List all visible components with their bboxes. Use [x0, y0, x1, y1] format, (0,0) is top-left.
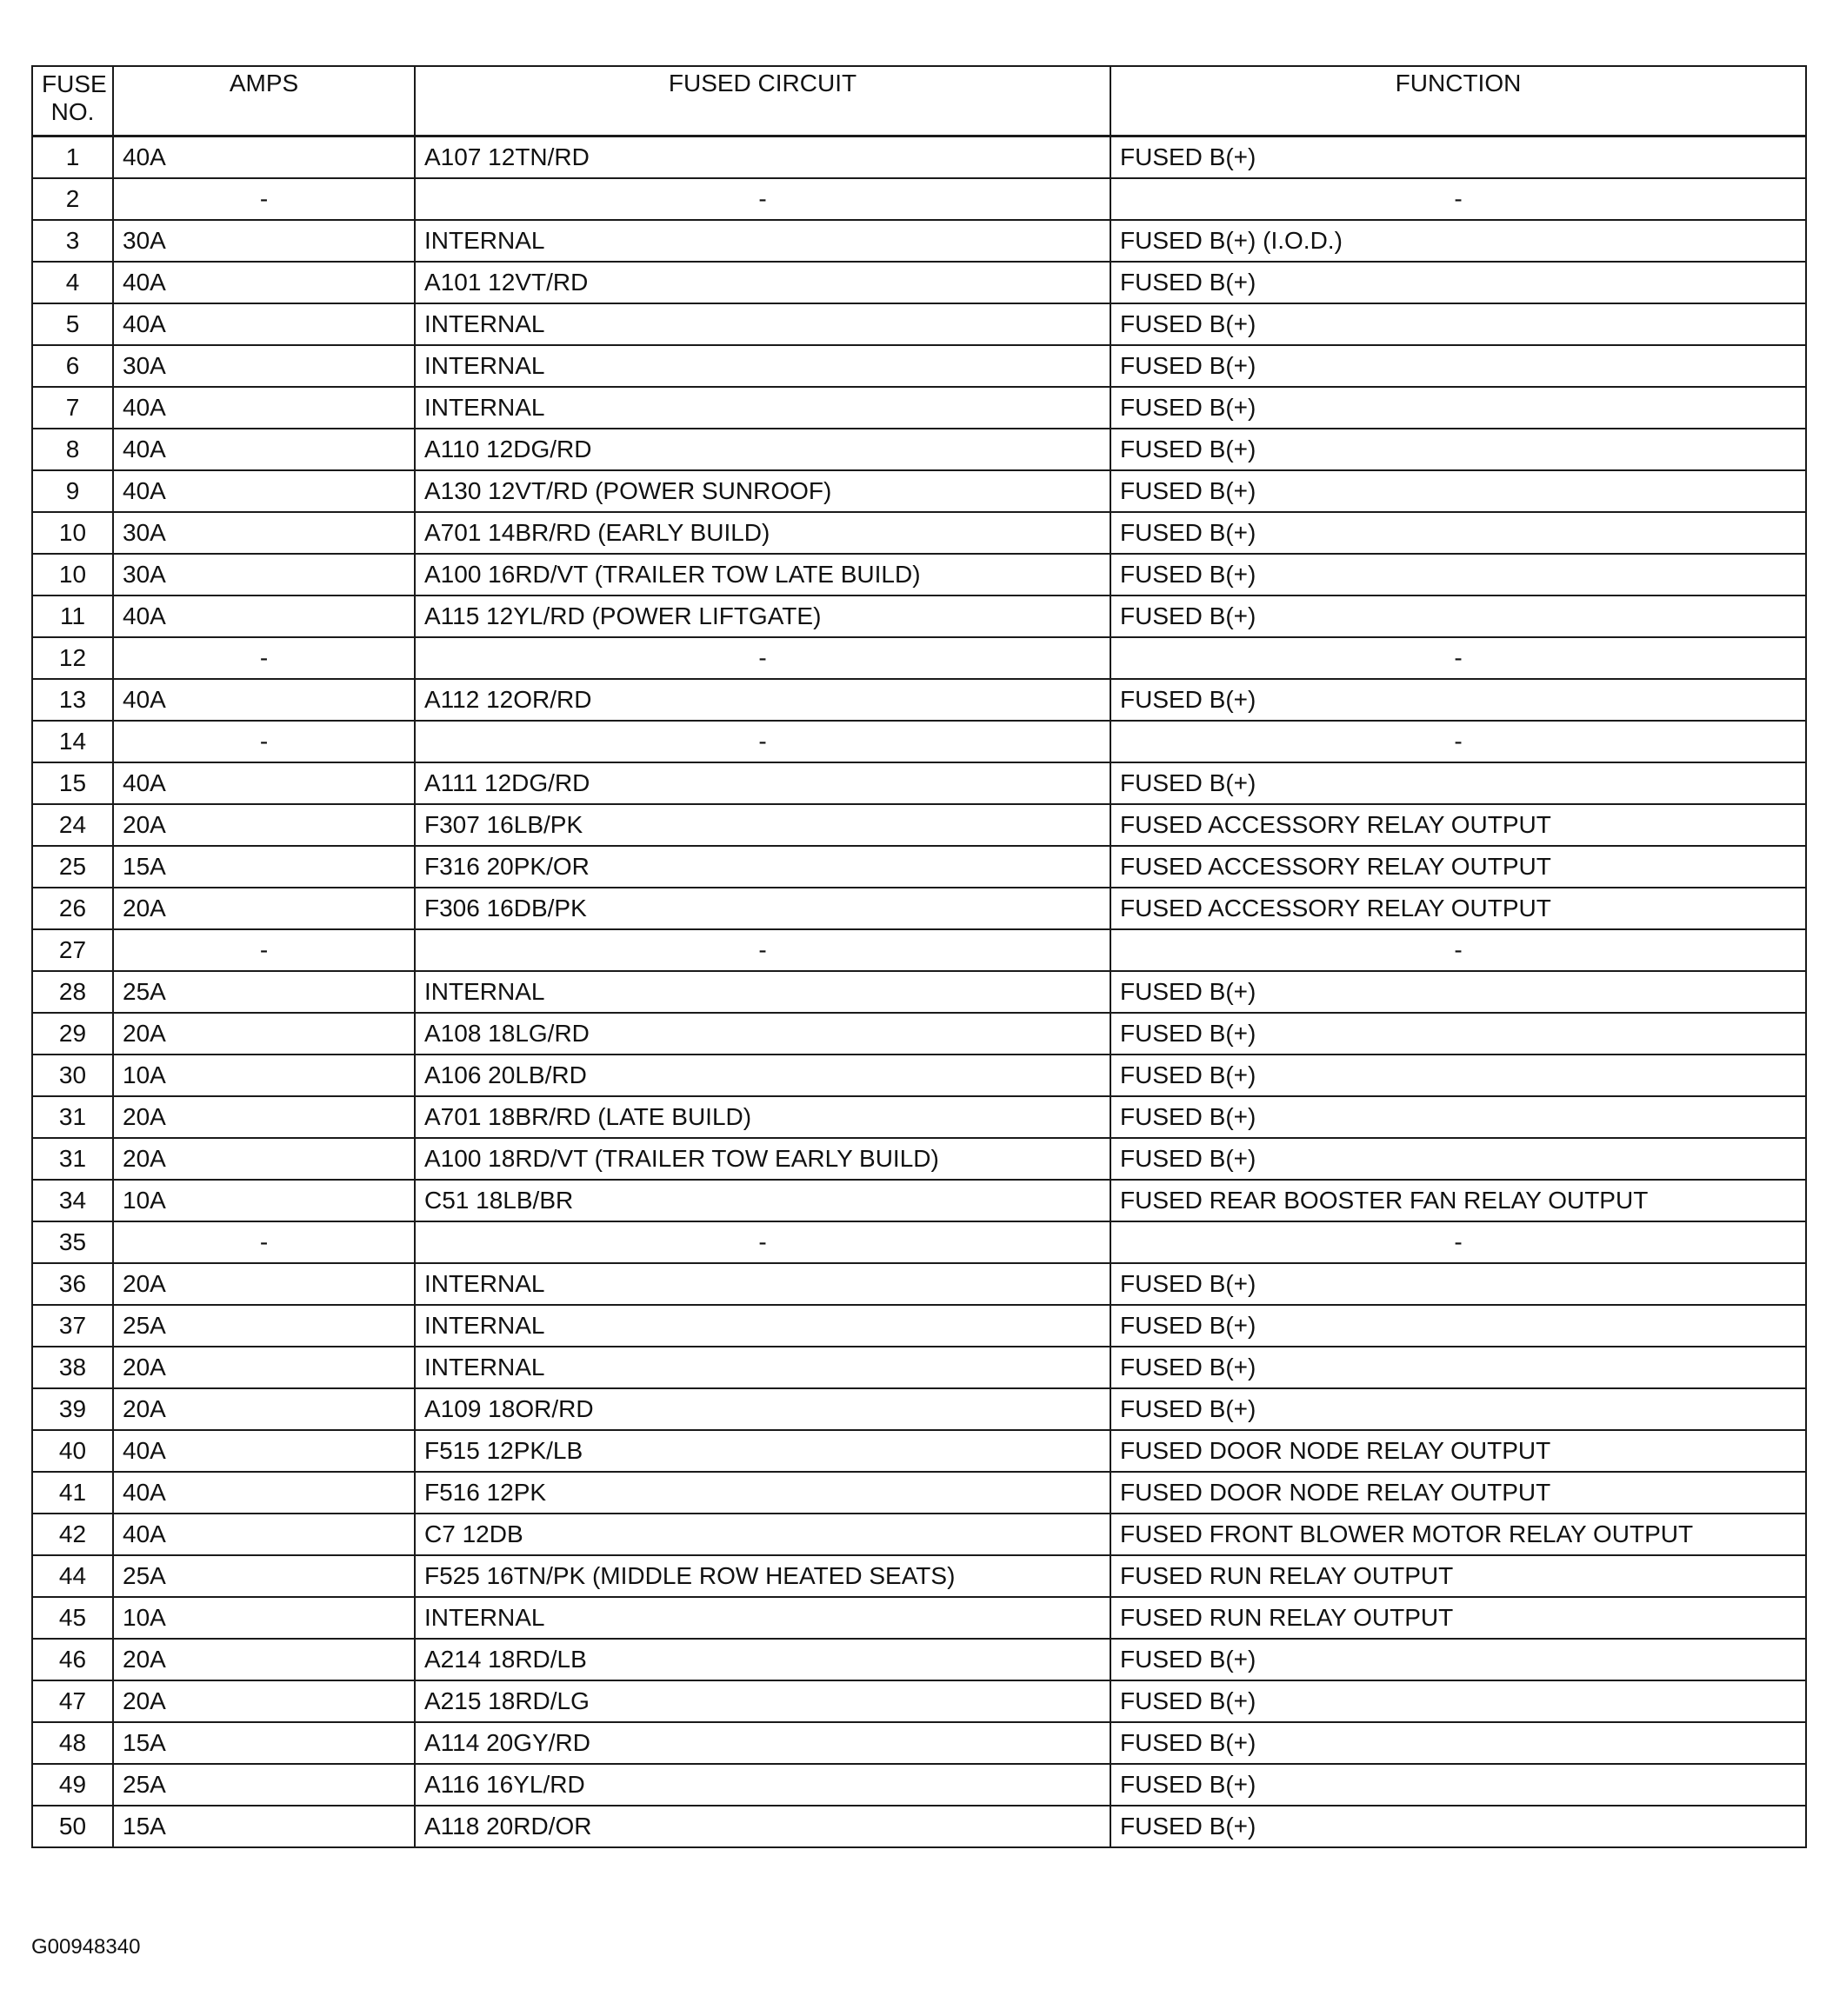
cell-fuse-no: 9 [32, 470, 113, 512]
header-row [32, 66, 1806, 136]
cell-fused-circuit: F306 16DB/PK [415, 888, 1110, 929]
table-row [32, 1514, 1806, 1555]
cell-fused-circuit: INTERNAL [415, 1305, 1110, 1347]
cell-fused-circuit: A109 18OR/RD [415, 1388, 1110, 1430]
cell-amps: 30A [113, 512, 415, 554]
cell-amps: 20A [113, 1263, 415, 1305]
table-row [32, 888, 1806, 929]
cell-amps: 20A [113, 804, 415, 846]
cell-fuse-no: 14 [32, 721, 113, 762]
table-row [32, 637, 1806, 679]
cell-amps: 25A [113, 1305, 415, 1347]
cell-fuse-no: 7 [32, 387, 113, 429]
cell-fused-circuit: - [415, 721, 1110, 762]
cell-fused-circuit: INTERNAL [415, 1347, 1110, 1388]
cell-fuse-no: 13 [32, 679, 113, 721]
cell-function: FUSED ACCESSORY RELAY OUTPUT [1110, 804, 1806, 846]
cell-function: FUSED B(+) [1110, 1305, 1806, 1347]
cell-amps: - [113, 929, 415, 971]
table-row [32, 762, 1806, 804]
cell-fused-circuit: INTERNAL [415, 387, 1110, 429]
cell-function: FUSED ACCESSORY RELAY OUTPUT [1110, 846, 1806, 888]
table-row [32, 1221, 1806, 1263]
cell-amps: 40A [113, 679, 415, 721]
table-row [32, 804, 1806, 846]
cell-amps: 20A [113, 1639, 415, 1680]
cell-fuse-no: 49 [32, 1764, 113, 1806]
cell-function: FUSED B(+) [1110, 1263, 1806, 1305]
cell-fuse-no: 30 [32, 1055, 113, 1096]
table-row [32, 1263, 1806, 1305]
table-row [32, 387, 1806, 429]
cell-fused-circuit: A111 12DG/RD [415, 762, 1110, 804]
table-row [32, 595, 1806, 637]
cell-fuse-no: 45 [32, 1597, 113, 1639]
cell-fuse-no: 31 [32, 1138, 113, 1180]
cell-fuse-no: 11 [32, 595, 113, 637]
cell-function: FUSED B(+) [1110, 1013, 1806, 1055]
cell-fuse-no: 10 [32, 512, 113, 554]
cell-fused-circuit: A214 18RD/LB [415, 1639, 1110, 1680]
table-row [32, 1764, 1806, 1806]
cell-function: FUSED B(+) [1110, 429, 1806, 470]
cell-fuse-no: 10 [32, 554, 113, 595]
header-amps: AMPS [113, 66, 415, 136]
cell-fuse-no: 12 [32, 637, 113, 679]
table-row [32, 303, 1806, 345]
cell-function: - [1110, 178, 1806, 220]
cell-function: FUSED ACCESSORY RELAY OUTPUT [1110, 888, 1806, 929]
cell-amps: 20A [113, 1680, 415, 1722]
header-fused-circuit: FUSED CIRCUIT [415, 66, 1110, 136]
cell-fused-circuit: - [415, 178, 1110, 220]
cell-fused-circuit: A106 20LB/RD [415, 1055, 1110, 1096]
cell-function: FUSED B(+) [1110, 1388, 1806, 1430]
cell-function: FUSED B(+) [1110, 1764, 1806, 1806]
cell-amps: 15A [113, 1806, 415, 1847]
table-row [32, 1347, 1806, 1388]
cell-function: FUSED RUN RELAY OUTPUT [1110, 1597, 1806, 1639]
table-row [32, 679, 1806, 721]
cell-amps: 40A [113, 262, 415, 303]
cell-fuse-no: 26 [32, 888, 113, 929]
cell-amps: 30A [113, 554, 415, 595]
cell-amps: 40A [113, 762, 415, 804]
cell-fused-circuit: A112 12OR/RD [415, 679, 1110, 721]
cell-fused-circuit: F516 12PK [415, 1472, 1110, 1514]
table-row [32, 1430, 1806, 1472]
table-row [32, 1138, 1806, 1180]
cell-fuse-no: 15 [32, 762, 113, 804]
cell-function: - [1110, 637, 1806, 679]
cell-fuse-no: 44 [32, 1555, 113, 1597]
table-row [32, 1180, 1806, 1221]
cell-function: FUSED B(+) [1110, 1680, 1806, 1722]
cell-fused-circuit: A100 16RD/VT (TRAILER TOW LATE BUILD) [415, 554, 1110, 595]
cell-amps: 15A [113, 1722, 415, 1764]
cell-function: FUSED B(+) [1110, 971, 1806, 1013]
cell-amps: 40A [113, 1430, 415, 1472]
table-row [32, 1680, 1806, 1722]
cell-fused-circuit: A115 12YL/RD (POWER LIFTGATE) [415, 595, 1110, 637]
cell-fuse-no: 38 [32, 1347, 113, 1388]
table-row [32, 470, 1806, 512]
table-header [32, 66, 1806, 136]
cell-fuse-no: 50 [32, 1806, 113, 1847]
cell-function: FUSED B(+) [1110, 1347, 1806, 1388]
cell-function: FUSED B(+) [1110, 595, 1806, 637]
table-row [32, 846, 1806, 888]
cell-fuse-no: 39 [32, 1388, 113, 1430]
table-row [32, 429, 1806, 470]
cell-amps: 20A [113, 1347, 415, 1388]
cell-fuse-no: 41 [32, 1472, 113, 1514]
cell-function: FUSED B(+) [1110, 345, 1806, 387]
table-row [32, 971, 1806, 1013]
cell-fused-circuit: A114 20GY/RD [415, 1722, 1110, 1764]
cell-fuse-no: 8 [32, 429, 113, 470]
cell-fuse-no: 5 [32, 303, 113, 345]
cell-fuse-no: 29 [32, 1013, 113, 1055]
cell-function: FUSED B(+) (I.O.D.) [1110, 220, 1806, 262]
cell-fused-circuit: - [415, 929, 1110, 971]
cell-fuse-no: 47 [32, 1680, 113, 1722]
cell-fuse-no: 6 [32, 345, 113, 387]
cell-fuse-no: 31 [32, 1096, 113, 1138]
cell-amps: 40A [113, 429, 415, 470]
cell-fuse-no: 40 [32, 1430, 113, 1472]
cell-fused-circuit: A101 12VT/RD [415, 262, 1110, 303]
table-row [32, 1472, 1806, 1514]
cell-fused-circuit: INTERNAL [415, 1263, 1110, 1305]
cell-function: FUSED B(+) [1110, 762, 1806, 804]
cell-fuse-no: 35 [32, 1221, 113, 1263]
cell-fused-circuit: A116 16YL/RD [415, 1764, 1110, 1806]
cell-fused-circuit: F515 12PK/LB [415, 1430, 1110, 1472]
cell-fuse-no: 1 [32, 136, 113, 179]
cell-amps: 40A [113, 595, 415, 637]
cell-amps: 20A [113, 1013, 415, 1055]
cell-fused-circuit: - [415, 637, 1110, 679]
cell-function: FUSED B(+) [1110, 1639, 1806, 1680]
cell-function: - [1110, 721, 1806, 762]
cell-amps: - [113, 637, 415, 679]
cell-fuse-no: 42 [32, 1514, 113, 1555]
cell-function: FUSED B(+) [1110, 1138, 1806, 1180]
table-row [32, 929, 1806, 971]
cell-fused-circuit: A108 18LG/RD [415, 1013, 1110, 1055]
table-row [32, 554, 1806, 595]
cell-amps: 25A [113, 1764, 415, 1806]
cell-function: FUSED B(+) [1110, 1096, 1806, 1138]
cell-function: FUSED REAR BOOSTER FAN RELAY OUTPUT [1110, 1180, 1806, 1221]
cell-fuse-no: 24 [32, 804, 113, 846]
cell-fused-circuit: A215 18RD/LG [415, 1680, 1110, 1722]
cell-fused-circuit: F316 20PK/OR [415, 846, 1110, 888]
cell-function: FUSED RUN RELAY OUTPUT [1110, 1555, 1806, 1597]
cell-amps: 30A [113, 220, 415, 262]
cell-function: FUSED DOOR NODE RELAY OUTPUT [1110, 1472, 1806, 1514]
cell-fuse-no: 37 [32, 1305, 113, 1347]
cell-function: FUSED B(+) [1110, 262, 1806, 303]
cell-fuse-no: 34 [32, 1180, 113, 1221]
cell-function: FUSED B(+) [1110, 512, 1806, 554]
cell-fused-circuit: INTERNAL [415, 971, 1110, 1013]
cell-function: - [1110, 929, 1806, 971]
cell-fuse-no: 27 [32, 929, 113, 971]
cell-amps: 40A [113, 303, 415, 345]
cell-fuse-no: 25 [32, 846, 113, 888]
cell-fused-circuit: A118 20RD/OR [415, 1806, 1110, 1847]
cell-function: FUSED B(+) [1110, 470, 1806, 512]
table-row [32, 1597, 1806, 1639]
cell-fused-circuit: F307 16LB/PK [415, 804, 1110, 846]
cell-amps: - [113, 1221, 415, 1263]
cell-fuse-no: 36 [32, 1263, 113, 1305]
cell-amps: 20A [113, 888, 415, 929]
header-fuse-no: FUSE NO. [32, 66, 113, 136]
table-row [32, 721, 1806, 762]
table-row [32, 1806, 1806, 1847]
figure-id: G00948340 [31, 1935, 141, 1959]
table-row [32, 1639, 1806, 1680]
table-row [32, 262, 1806, 303]
cell-amps: 20A [113, 1388, 415, 1430]
cell-amps: 40A [113, 470, 415, 512]
cell-function: FUSED B(+) [1110, 387, 1806, 429]
cell-fused-circuit: C51 18LB/BR [415, 1180, 1110, 1221]
cell-fused-circuit: F525 16TN/PK (MIDDLE ROW HEATED SEATS) [415, 1555, 1110, 1597]
cell-amps: 10A [113, 1180, 415, 1221]
table-row [32, 1555, 1806, 1597]
table-row [32, 345, 1806, 387]
cell-function: FUSED DOOR NODE RELAY OUTPUT [1110, 1430, 1806, 1472]
cell-function: FUSED B(+) [1110, 1722, 1806, 1764]
cell-amps: 10A [113, 1055, 415, 1096]
cell-fuse-no: 28 [32, 971, 113, 1013]
table-row [32, 1388, 1806, 1430]
cell-amps: 40A [113, 136, 415, 179]
cell-function: - [1110, 1221, 1806, 1263]
cell-fuse-no: 48 [32, 1722, 113, 1764]
cell-fuse-no: 46 [32, 1639, 113, 1680]
cell-amps: 15A [113, 846, 415, 888]
cell-function: FUSED B(+) [1110, 554, 1806, 595]
table-row [32, 1722, 1806, 1764]
table-row [32, 1013, 1806, 1055]
table-row [32, 1055, 1806, 1096]
cell-fused-circuit: INTERNAL [415, 303, 1110, 345]
cell-function: FUSED B(+) [1110, 136, 1806, 179]
cell-fused-circuit: A701 14BR/RD (EARLY BUILD) [415, 512, 1110, 554]
table-row [32, 512, 1806, 554]
cell-fused-circuit: INTERNAL [415, 345, 1110, 387]
cell-amps: 25A [113, 971, 415, 1013]
cell-fused-circuit: A701 18BR/RD (LATE BUILD) [415, 1096, 1110, 1138]
cell-fused-circuit: C7 12DB [415, 1514, 1110, 1555]
cell-fuse-no: 2 [32, 178, 113, 220]
cell-amps: 20A [113, 1096, 415, 1138]
cell-fused-circuit: INTERNAL [415, 220, 1110, 262]
cell-fuse-no: 4 [32, 262, 113, 303]
cell-function: FUSED FRONT BLOWER MOTOR RELAY OUTPUT [1110, 1514, 1806, 1555]
cell-amps: 40A [113, 387, 415, 429]
table-row [32, 1096, 1806, 1138]
cell-fuse-no: 3 [32, 220, 113, 262]
cell-amps: 10A [113, 1597, 415, 1639]
cell-fused-circuit: INTERNAL [415, 1597, 1110, 1639]
cell-amps: - [113, 178, 415, 220]
cell-fused-circuit: A130 12VT/RD (POWER SUNROOF) [415, 470, 1110, 512]
table-row [32, 220, 1806, 262]
cell-function: FUSED B(+) [1110, 1806, 1806, 1847]
cell-fused-circuit: A100 18RD/VT (TRAILER TOW EARLY BUILD) [415, 1138, 1110, 1180]
cell-amps: 30A [113, 345, 415, 387]
cell-function: FUSED B(+) [1110, 1055, 1806, 1096]
table-row [32, 136, 1806, 179]
cell-amps: 40A [113, 1472, 415, 1514]
cell-function: FUSED B(+) [1110, 303, 1806, 345]
cell-amps: - [113, 721, 415, 762]
table-row [32, 1305, 1806, 1347]
cell-amps: 25A [113, 1555, 415, 1597]
cell-fused-circuit: - [415, 1221, 1110, 1263]
cell-fused-circuit: A110 12DG/RD [415, 429, 1110, 470]
cell-fused-circuit: A107 12TN/RD [415, 136, 1110, 179]
header-function: FUNCTION [1110, 66, 1806, 136]
cell-amps: 20A [113, 1138, 415, 1180]
cell-amps: 40A [113, 1514, 415, 1555]
fuse-table [31, 65, 1807, 1848]
table-body [32, 136, 1806, 1848]
table-row [32, 178, 1806, 220]
cell-function: FUSED B(+) [1110, 679, 1806, 721]
